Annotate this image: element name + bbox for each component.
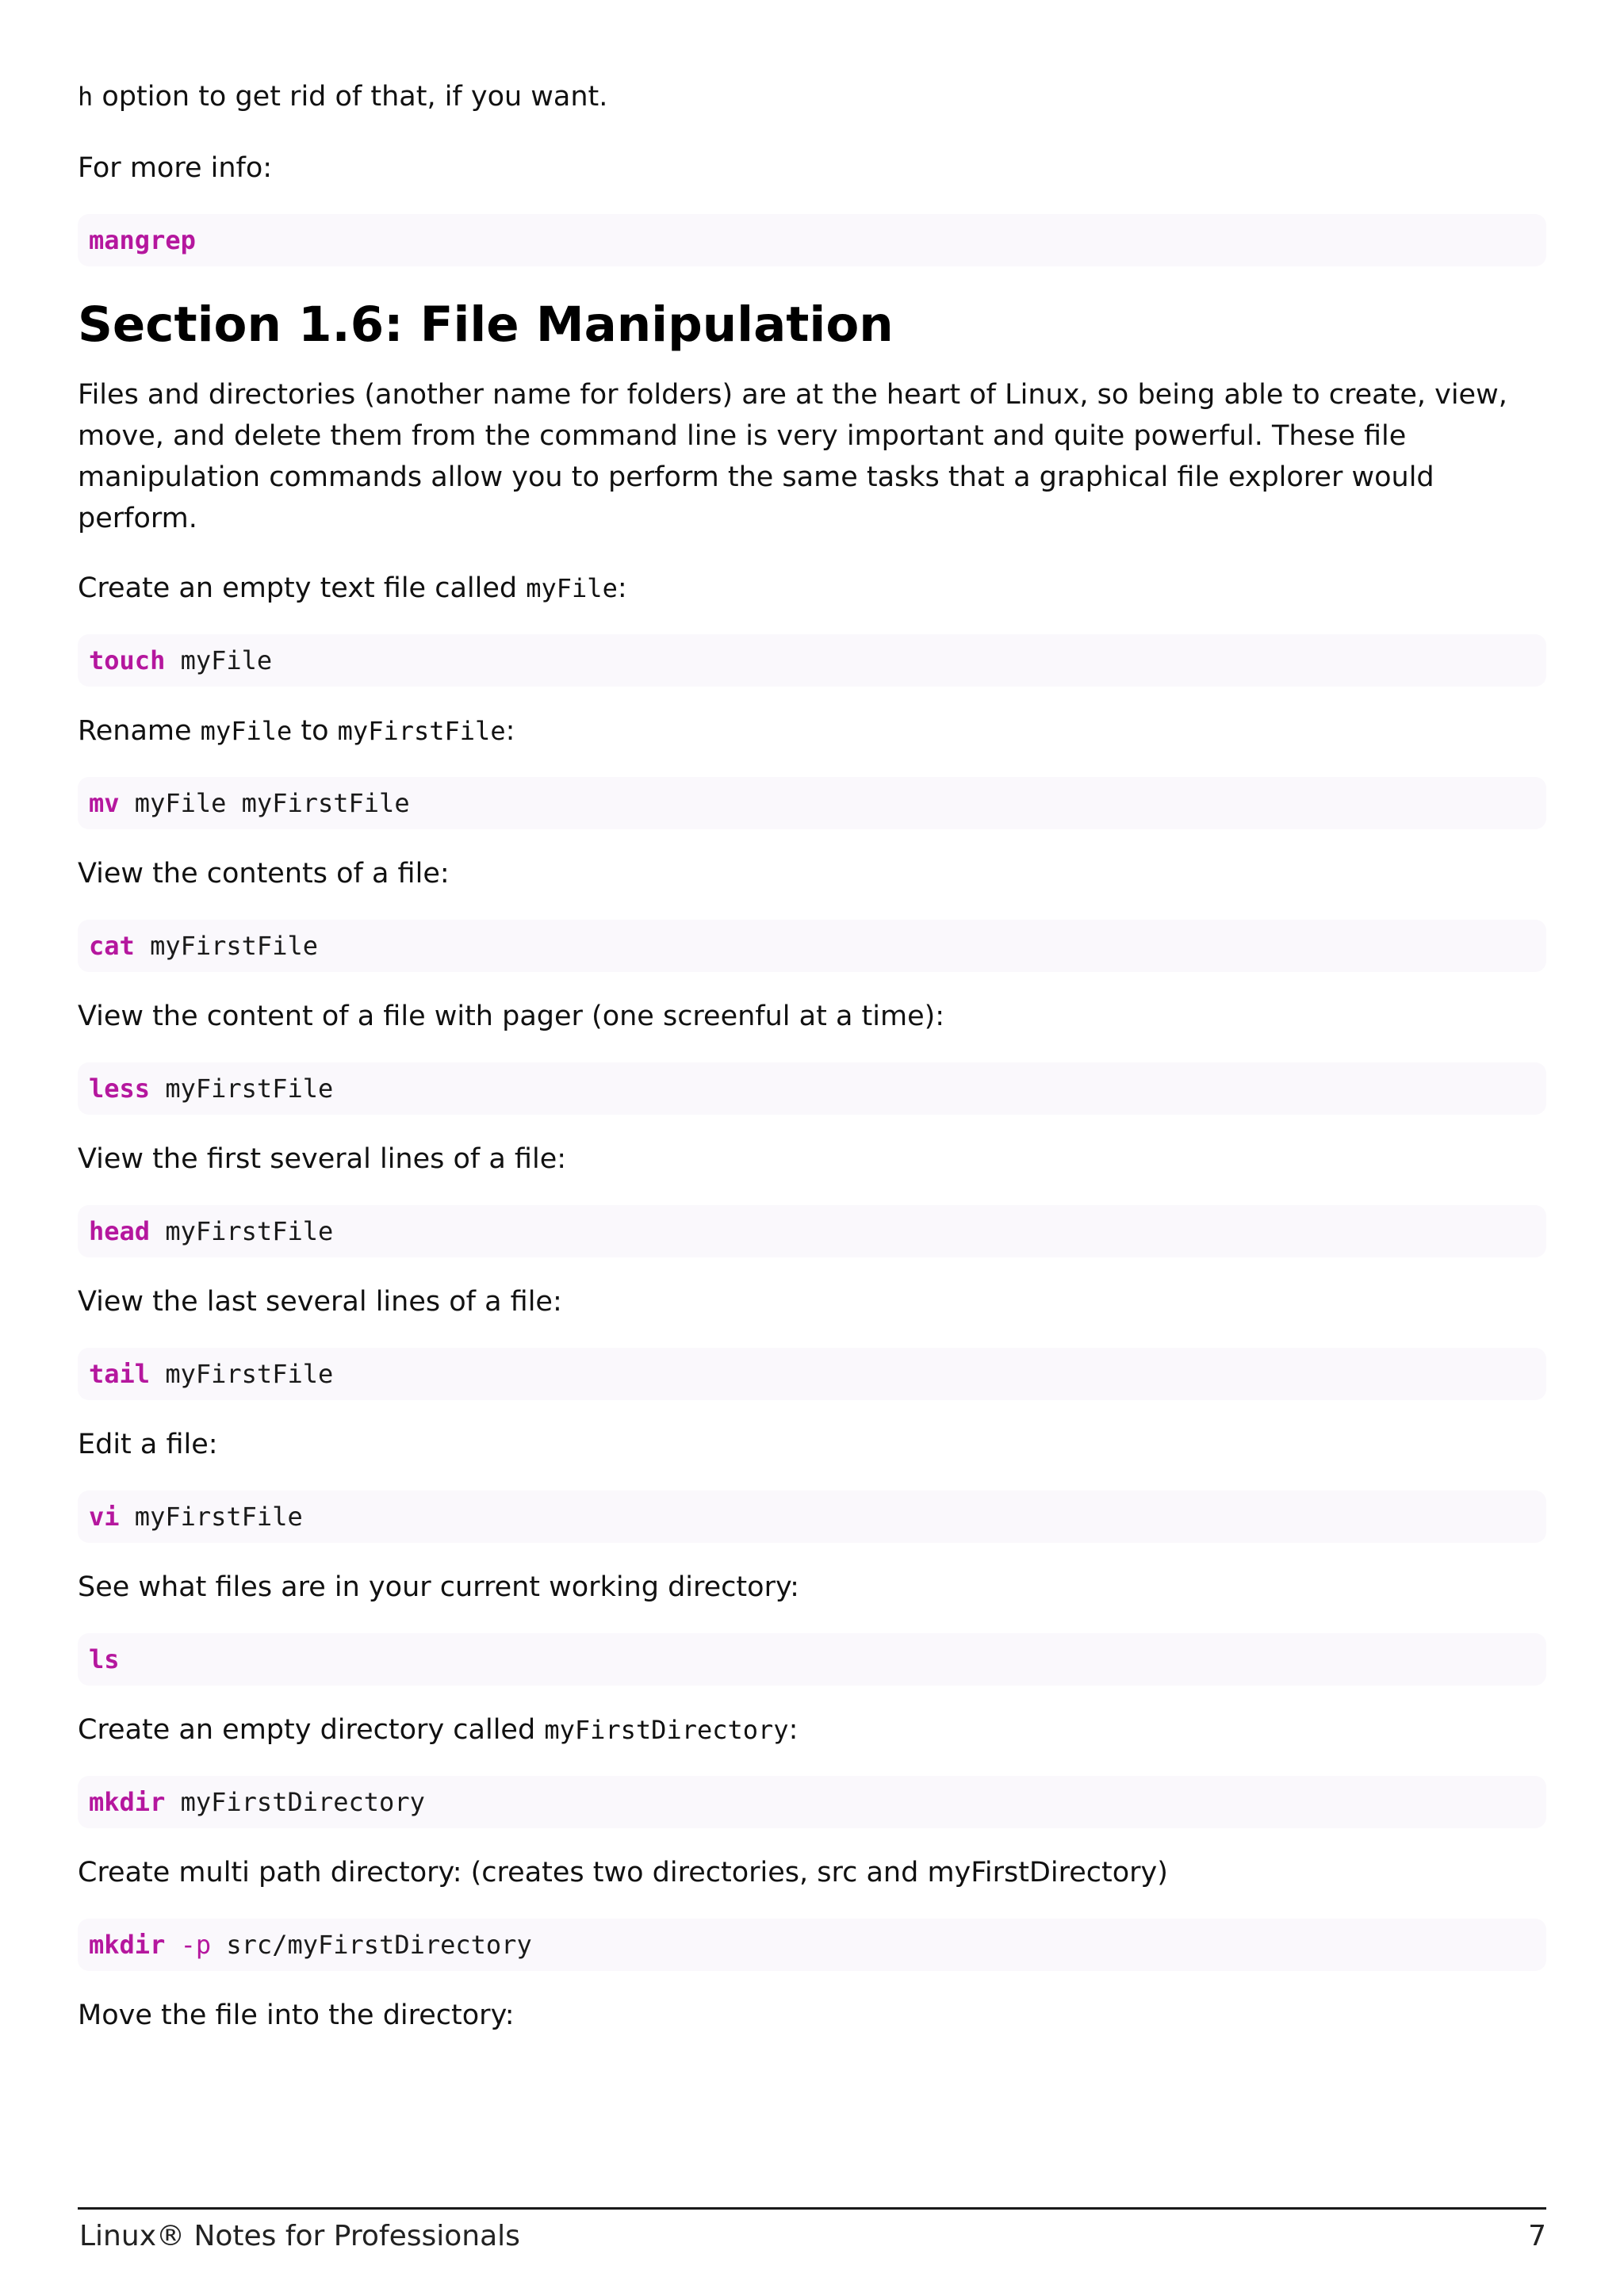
code-block-mkdir <box>78 1776 1546 1828</box>
step-label: Create an empty directory called myFirstDirectory: <box>78 1714 799 1746</box>
code-command: man <box>89 225 135 255</box>
code-block-touch <box>78 634 1546 687</box>
step-label: View the last several lines of a file: <box>78 1286 562 1318</box>
code-command: vi <box>89 1502 120 1532</box>
code-block-mv <box>78 777 1546 829</box>
code-command: mv <box>89 788 120 818</box>
code-args: myFirstFile <box>150 1073 334 1104</box>
inline-code: myFile <box>526 573 618 603</box>
step-label: View the content of a file with pager (one screenful at a time): <box>78 1001 945 1032</box>
step-label: See what files are in your current working directory: <box>78 1571 799 1603</box>
code-command: ls <box>89 1644 120 1674</box>
step-label: Create multi path directory: (creates two directories, src and myFirstDirectory) <box>78 1857 1168 1888</box>
code-block-mkdir-p <box>78 1919 1546 1971</box>
code-block-head <box>78 1205 1546 1257</box>
code-command: tail <box>89 1359 151 1389</box>
footer-book-title: Linux® Notes for Professionals <box>79 2220 520 2252</box>
code-command: head <box>89 1216 151 1246</box>
code-block-tail <box>78 1348 1546 1400</box>
code-args: grep <box>134 225 196 255</box>
code-option: -p <box>165 1930 212 1960</box>
code-command: mkdir <box>89 1787 166 1817</box>
step-label: Move the file into the directory: <box>78 1999 515 2031</box>
code-args: myFile <box>165 645 273 675</box>
section-title: Section 1.6: File Manipulation <box>78 297 894 353</box>
intro-line <box>78 76 1546 117</box>
step-label: Edit a file: <box>78 1429 218 1460</box>
step-label: Create an empty text file called myFile: <box>78 572 627 604</box>
inline-code: myFirstFile <box>337 716 506 746</box>
code-block-cat <box>78 920 1546 972</box>
step-label: View the contents of a file: <box>78 858 450 890</box>
code-args: myFirstFile <box>150 1216 334 1246</box>
code-args: myFirstFile <box>134 931 318 961</box>
code-args: src/myFirstDirectory <box>211 1930 532 1960</box>
code-args: myFirstFile <box>150 1359 334 1389</box>
code-block-man-grep <box>78 214 1546 266</box>
code-command: cat <box>89 931 135 961</box>
inline-code: myFirstDirectory <box>544 1715 789 1745</box>
intro-text: option to get rid of that, if you want. <box>93 81 608 113</box>
page-content <box>78 76 1546 2036</box>
code-block-ls <box>78 1633 1546 1686</box>
code-block-less <box>78 1062 1546 1115</box>
footer-page-number: 7 <box>1528 2220 1546 2252</box>
code-block-vi <box>78 1490 1546 1543</box>
code-command: less <box>89 1073 151 1104</box>
code-args: myFirstDirectory <box>165 1787 425 1817</box>
step-label: Rename myFile to myFirstFile: <box>78 715 515 747</box>
inline-code: myFile <box>200 716 293 746</box>
step-label: View the first several lines of a file: <box>78 1143 567 1175</box>
code-command: mkdir <box>89 1930 166 1960</box>
intro-inline-code: h <box>78 82 94 112</box>
footer-divider <box>78 2207 1546 2210</box>
code-command: touch <box>89 645 166 675</box>
section-description: Files and directories (another name for folders) are at the heart of Linux, so being able to create, view, move, and delete them from the command line is very important and quite powerful. These file manipulation commands allow you to perform the same tasks that a graphical file explorer would perform. <box>78 379 1507 534</box>
code-args: myFirstFile <box>119 1502 303 1532</box>
more-info-label: For more info: <box>78 152 273 184</box>
code-args: myFile myFirstFile <box>119 788 410 818</box>
